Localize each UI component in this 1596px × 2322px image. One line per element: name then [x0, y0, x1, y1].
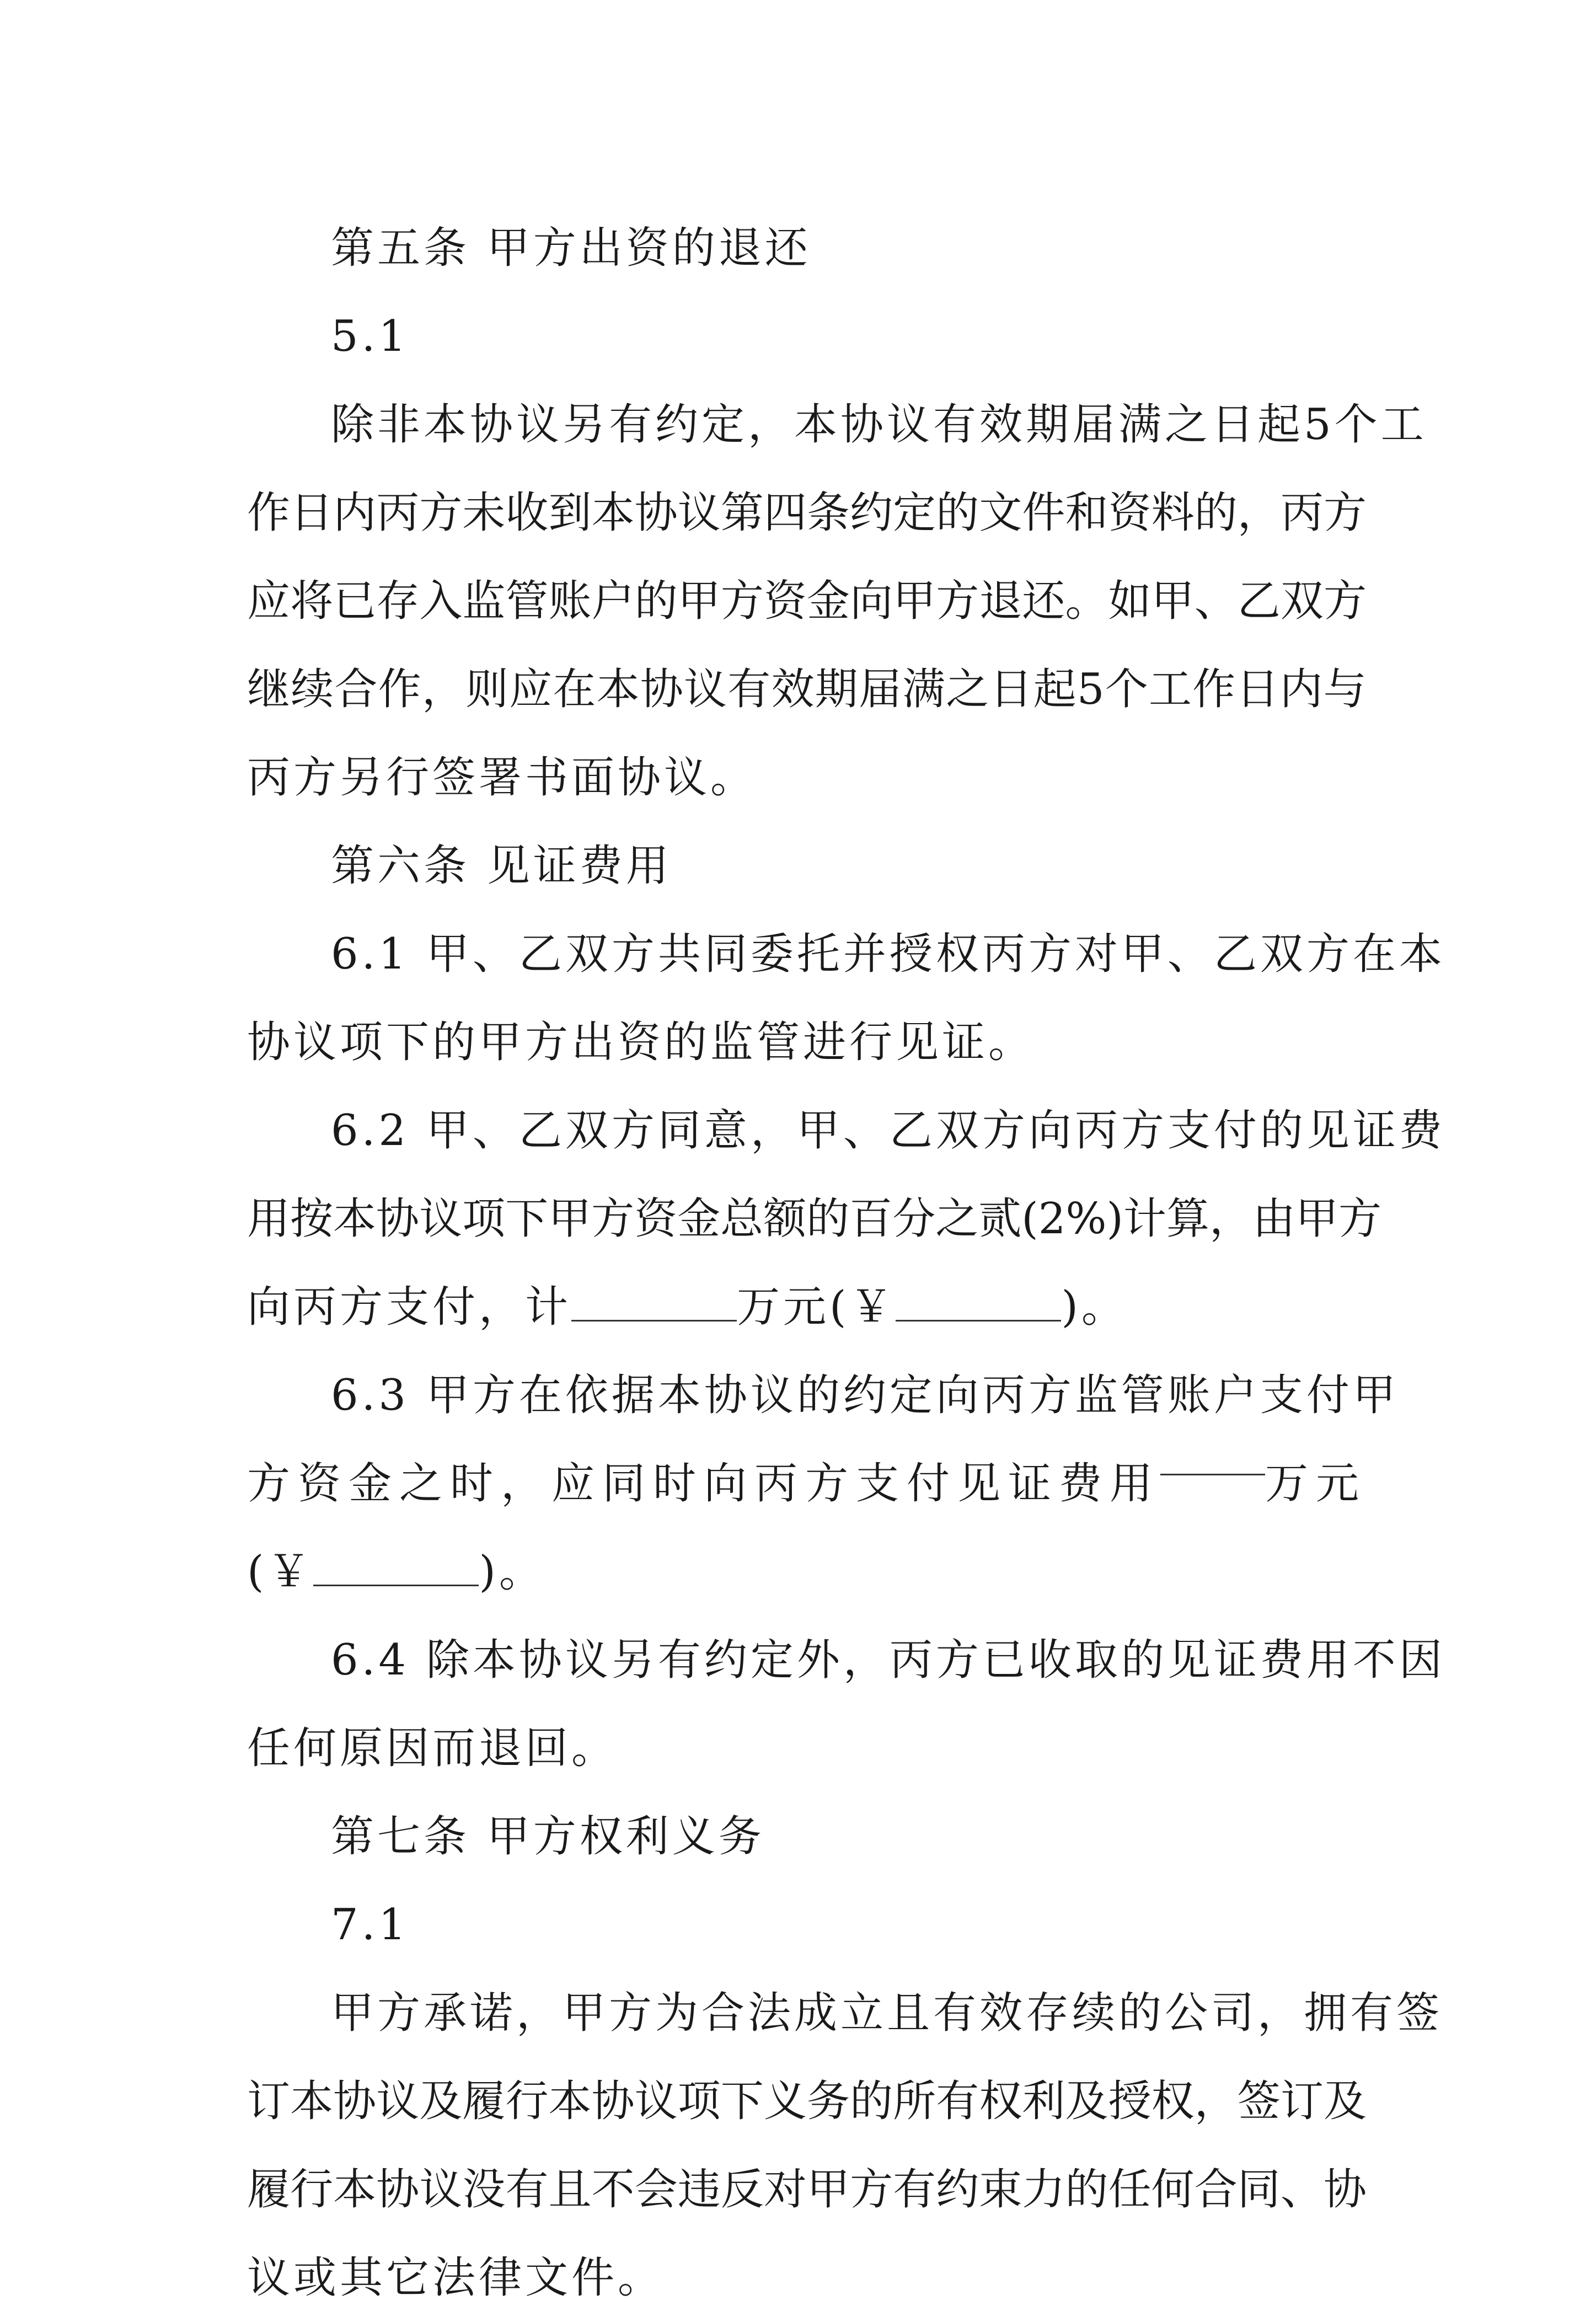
clause-6-1-line: 协议项下的甲方出资的监管进行见证。: [247, 1018, 1035, 1067]
clause-5-1-line: 继 续 合 作 ， 则 应 在 本 协 议 有 效 期 届 满 之 日 起 5 个 工 作 日 内 与: [247, 665, 1367, 714]
clause-6-2-text: )。: [1061, 1282, 1128, 1332]
article-7-heading: 第七条 甲方权利义务: [331, 1812, 765, 1861]
clause-5-1-line: 作 日 内 丙 方 未 收 到 本 协 议 第 四 条 约 定 的 文 件 和 资 料 的 ， 丙 方: [247, 488, 1367, 538]
document-page: [247, 204, 1445, 2322]
clause-6-4-line: 6.4 除本协议另有约定外，丙方已收取的见证费用不因: [331, 1635, 1445, 1685]
clause-6-2-line: 用 按 本 协 议 项 下 甲 方 资 金 总 额 的 百 分 之 贰 ( 2 % ) 计 算 ， 由 甲 方: [247, 1194, 1382, 1244]
clause-6-2-text: 向丙方支付，计: [247, 1282, 572, 1332]
clause-5-1-line: 丙方另行签署书面协议。: [247, 753, 757, 802]
article-5-heading: 第五条 甲方出资的退还: [331, 223, 811, 273]
clause-7-1-line: 订 本 协 议 及 履 行 本 协 议 项 下 义 务 的 所 有 权 利 及 授 权 ， 签 订 及: [247, 2077, 1367, 2126]
article-6-heading: 第六条 见证费用: [331, 841, 672, 891]
clause-6-3-line: 6.3 甲方在依据本协议的约定向丙方监管账户支付甲: [331, 1371, 1399, 1420]
amount-blank-wan[interactable]: [571, 1286, 737, 1321]
clause-7-1-line: 议或其它法律文件。: [247, 2253, 665, 2303]
clause-6-2-line: [247, 1263, 1367, 1351]
clause-6-2-text: 万元(￥: [737, 1282, 896, 1332]
clause-5-1-line: 除非本协议另有约定，本协议有效期届满之日起5个工: [331, 400, 1427, 450]
fee-blank-yuan[interactable]: [313, 1550, 479, 1586]
clause-7-1-line: 甲方承诺，甲方为合法成立且有效存续的公司，拥有签: [331, 1988, 1443, 2038]
amount-blank-yuan[interactable]: [896, 1286, 1061, 1321]
clause-6-3-text: 万元: [1265, 1459, 1367, 1508]
fee-blank-wan[interactable]: [1160, 1440, 1265, 1475]
clause-6-3-line: [247, 1528, 1367, 1616]
clause-6-3-line: [247, 1440, 1367, 1528]
clause-6-3-text: )。: [479, 1547, 545, 1597]
clause-5-1-line: 应 将 已 存 入 监 管 账 户 的 甲 方 资 金 向 甲 方 退 还 。 如 甲 、 乙 双 方: [247, 576, 1367, 626]
clause-5-1-number: 5.1: [331, 312, 410, 361]
clause-6-4-line: 任何原因而退回。: [247, 1724, 618, 1773]
clause-7-1-number: 7.1: [331, 1900, 410, 1950]
clause-7-1-line: 履 行 本 协 议 没 有 且 不 会 违 反 对 甲 方 有 约 束 力 的 任 何 合 同 、 协: [247, 2165, 1367, 2214]
clause-6-1-line: 6.1 甲、乙双方共同委托并授权丙方对甲、乙双方在本: [331, 929, 1445, 979]
clause-6-3-text: 方资金之时，应同时向丙方支付见证费用: [247, 1459, 1161, 1508]
clause-6-3-text: (￥: [247, 1547, 314, 1597]
clause-6-2-line: 6.2 甲、乙双方同意，甲、乙双方向丙方支付的见证费: [331, 1106, 1445, 1155]
